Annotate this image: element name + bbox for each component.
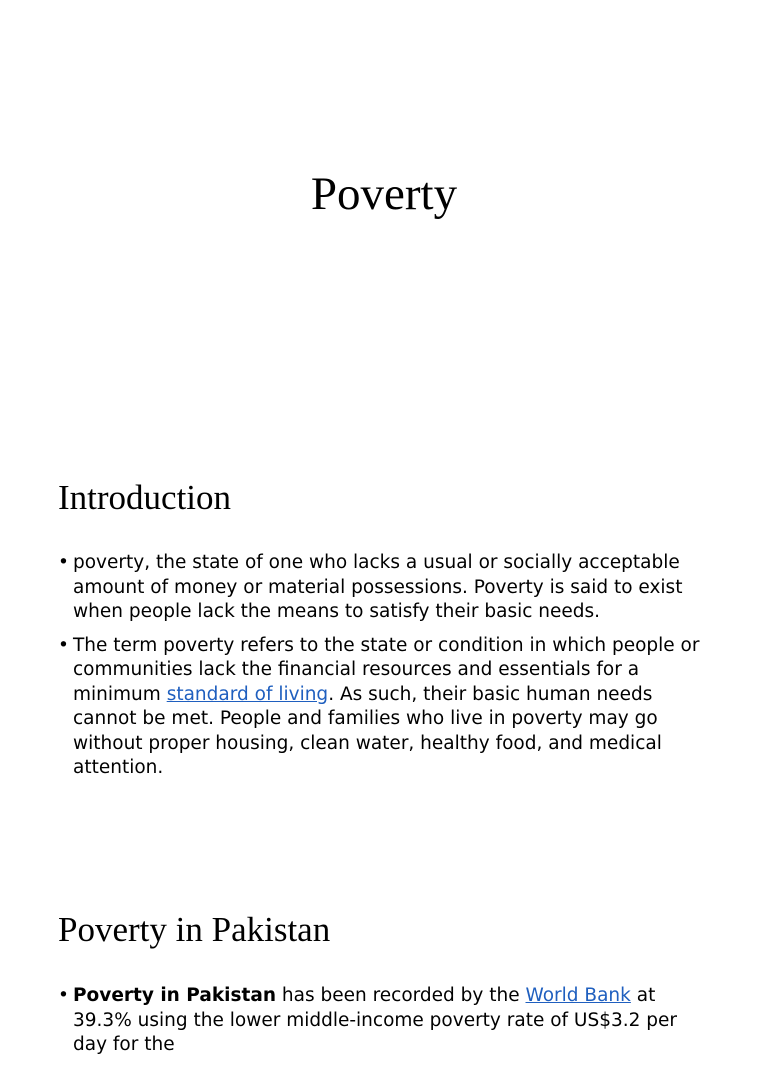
introduction-bullet-list xyxy=(58,551,708,790)
poverty-in-pakistan-heading: Poverty in Pakistan xyxy=(58,910,331,949)
list-item xyxy=(58,551,708,625)
slide-title: Poverty xyxy=(310,168,458,220)
bullet-icon: • xyxy=(58,634,69,656)
bullet-text: poverty, the state of one who lacks a usual or socially acceptable amount of money or material possessions. Poverty is said to exist when people lack the means to satisfy their basic needs. xyxy=(73,552,683,622)
bullet-text-before-link: has been recorded by the xyxy=(276,985,526,1006)
list-item xyxy=(58,634,708,781)
pakistan-bullet-list xyxy=(58,984,708,1067)
world-bank-link[interactable]: World Bank xyxy=(525,985,631,1006)
list-item xyxy=(58,984,708,1058)
bold-term: Poverty in Pakistan xyxy=(73,985,276,1006)
bullet-icon: • xyxy=(58,552,69,573)
bullet-text-after-link: at 39.3% using the lower middle-income poverty rate of US$3.2 per day for the xyxy=(73,985,678,1055)
bullet-text-before-link: The term poverty refers to the state or condition in which people or communities lack the financial resources and essentials for a minimum xyxy=(73,634,700,705)
bullet-icon: • xyxy=(58,985,69,1006)
standard-of-living-link[interactable]: standard of living xyxy=(166,683,329,705)
bullet-text-after-link: . As such, their basic human needs cannot be met. People and families who live in poverty may go without proper housing, clean water, healthy food, and medical attention. xyxy=(73,683,662,778)
introduction-heading: Introduction xyxy=(58,478,232,517)
